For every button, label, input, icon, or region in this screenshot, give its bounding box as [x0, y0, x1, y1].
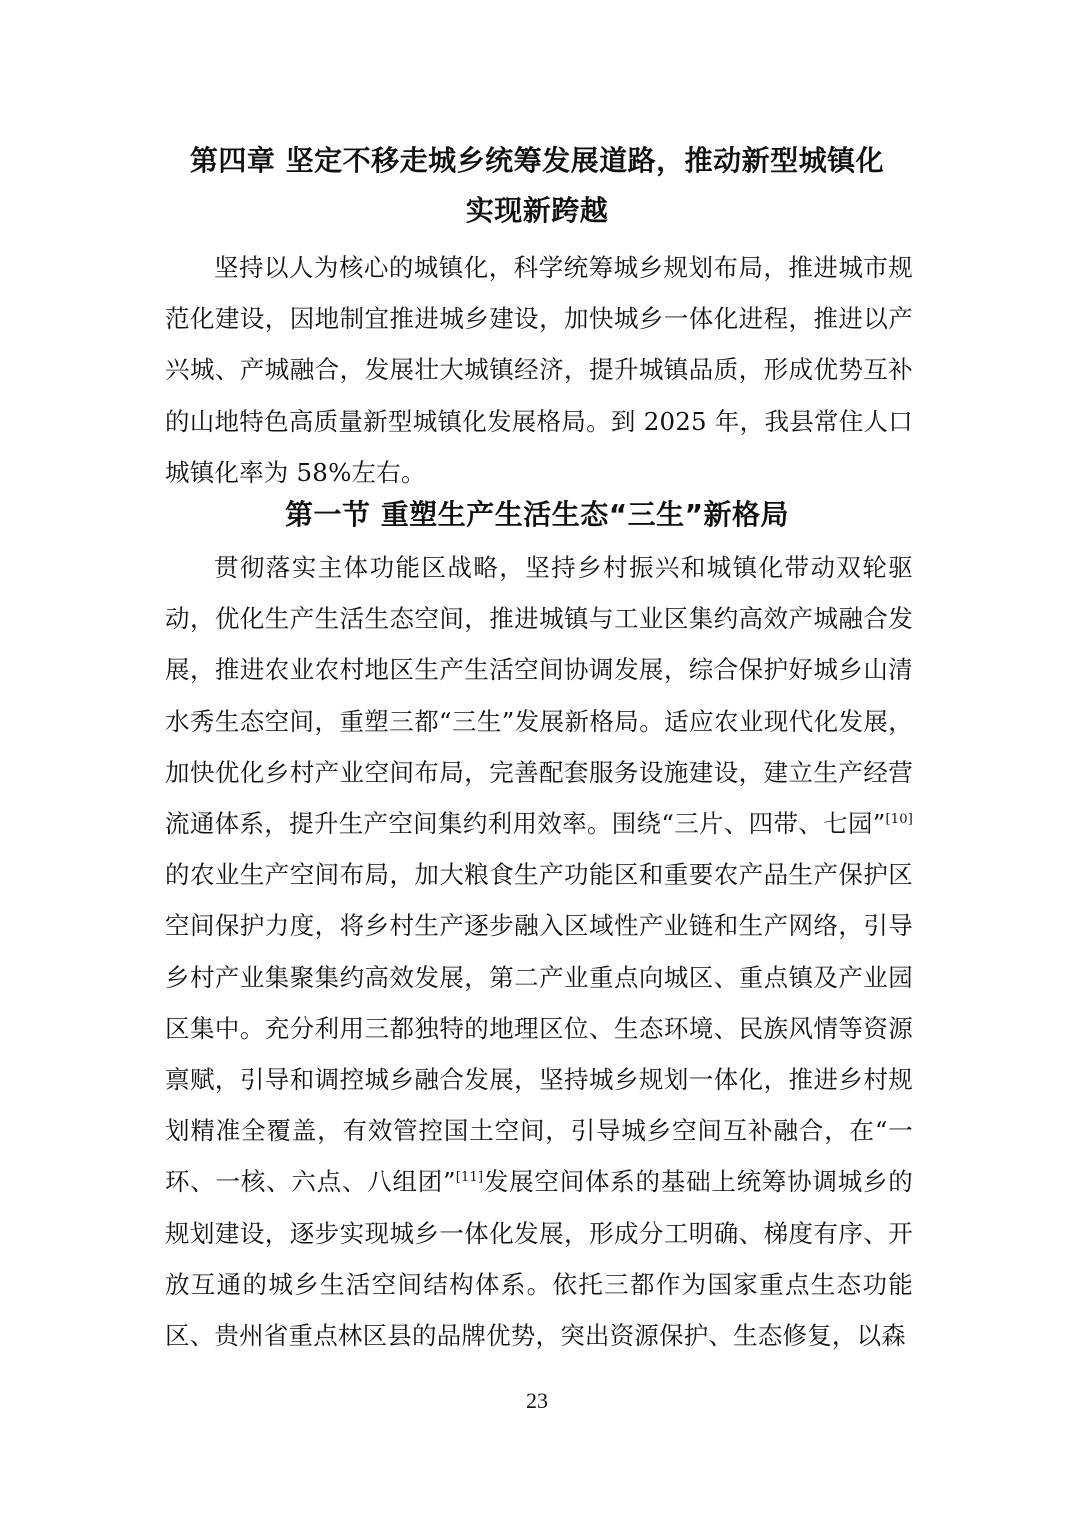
- chapter-title: [150, 136, 924, 236]
- section-paragraph: [165, 542, 913, 1361]
- reference-marker-11: [11]: [455, 1170, 484, 1186]
- section-text-part-2: 的农业生产空间布局，加大粮食生产功能区和重要农产品生产保护区空间保护力度，将乡村生产逐步融入区域性产业链和生产网络，引导乡村产业集聚集约高效发展，第二产业重点向城区、重点镇及产业园区集中。充分利用三都独特的地理区位、生态环境、民族风情等资源禀赋，引导和调控城乡融合发展，坚持城乡规划一体化，推进乡村规划精准全覆盖，有效管控国土空间，引导城乡空间互补融合，在“一环、一核、六点、八组团”: [165, 860, 913, 1197]
- chapter-intro-paragraph: 坚持以人为核心的城镇化，科学统筹城乡规划布局，推进城市规范化建设，因地制宜推进城乡建设，加快城乡一体化进程，推进以产兴城、产城融合，发展壮大城镇经济，提升城镇品质，形成优势互补的山地特色高质量新型城镇化发展格局。到 2025 年，我县常住人口城镇化率为 58%左右。: [165, 253, 913, 487]
- reference-marker-10: [10]: [885, 811, 913, 827]
- page-number: 23: [526, 1388, 548, 1413]
- chapter-title-line-2: 实现新跨越: [465, 194, 609, 227]
- section-text-part-3: 发展空间体系的基础上统筹协调城乡的规划建设，逐步实现城乡一体化发展，形成分工明确、梯度有序、开放互通的城乡生活空间结构体系。依托三都作为国家重点生态功能区、贵州省重点林区县的品牌优势，突出资源保护、生态修复，以森: [165, 1167, 913, 1351]
- section-title: 第一节 重塑生产生活生态“三生”新格局: [284, 498, 790, 531]
- section-text-part-1: 贯彻落实主体功能区战略，坚持乡村振兴和城镇化带动双轮驱动，优化生产生活生态空间，推进城镇与工业区集约高效产城融合发展，推进农业农村地区生产生活空间协调发展，综合保护好城乡山清水秀生态空间，重塑三都“三生”发展新格局。适应农业现代化发展，加快优化乡村产业空间布局，完善配套服务设施建设，建立生产经营流通体系，提升生产空间集约利用效率。围绕“三片、四带、七园”: [165, 553, 913, 839]
- chapter-title-line-1: 第四章 坚定不移走城乡统筹发展道路，推动新型城镇化: [189, 144, 885, 177]
